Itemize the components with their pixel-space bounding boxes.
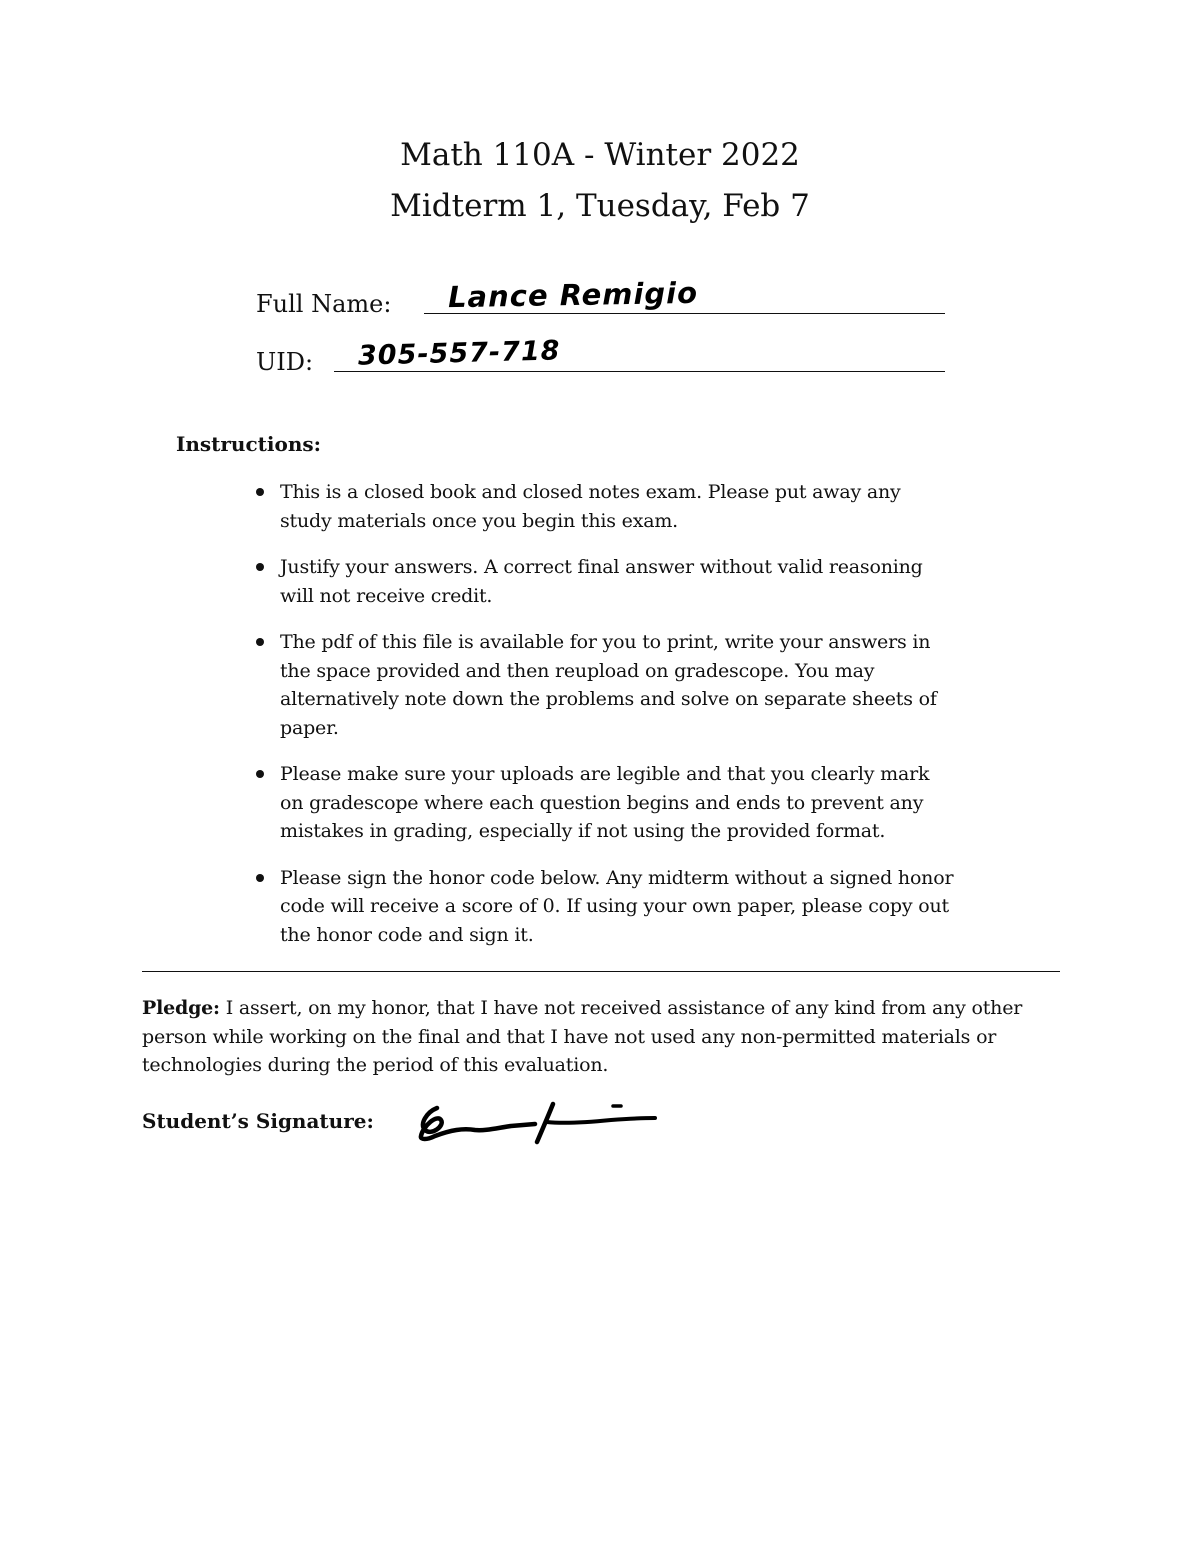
section-divider <box>142 971 1060 972</box>
full-name-label: Full Name: <box>256 290 392 318</box>
instructions-list <box>254 478 954 967</box>
signature-mark <box>415 1098 665 1148</box>
instruction-text: Please make sure your uploads are legible and that you clearly mark on gradescope where each question begins and ends to prevent any mistakes in grading, especially if not using the provided format. <box>280 763 930 842</box>
uid-line <box>334 371 945 372</box>
uid-label: UID: <box>256 348 314 376</box>
bullet-icon <box>256 563 264 571</box>
bullet-icon <box>256 488 264 496</box>
bullet-icon <box>256 770 264 778</box>
pledge-label: Pledge: <box>142 997 220 1019</box>
instructions-heading: Instructions: <box>176 432 322 456</box>
instruction-text: The pdf of this file is available for you to print, write your answers in the space provided and then reupload on gradescope. You may alternatively note down the problems and solve on separate sheets of paper. <box>280 631 937 739</box>
instruction-text: This is a closed book and closed notes exam. Please put away any study materials once you begin this exam. <box>280 481 901 532</box>
instruction-item <box>254 864 954 950</box>
bullet-icon <box>256 874 264 882</box>
exam-subtitle: Midterm 1, Tuesday, Feb 7 <box>390 188 810 224</box>
instruction-item <box>254 478 954 535</box>
full-name-field[interactable]: Lance Remigio <box>447 275 699 315</box>
instruction-text: Please sign the honor code below. Any midterm without a signed honor code will receive a score of 0. If using your own paper, please copy out the honor code and sign it. <box>280 866 954 946</box>
exam-title: Math 110A - Winter 2022 <box>400 137 800 173</box>
pledge-text: I assert, on my honor, that I have not received assistance of any kind from any other person while working on the final and that I have not used any non-permitted materials or technologies during the period of this evaluation. <box>142 997 1023 1076</box>
instruction-text: Justify your answers. A correct final answer without valid reasoning will not receive credit. <box>280 556 923 607</box>
instruction-item <box>254 553 954 610</box>
instruction-item <box>254 760 954 846</box>
bullet-icon <box>256 638 264 646</box>
pledge-paragraph <box>142 994 1042 1080</box>
instruction-item <box>254 628 954 742</box>
uid-field[interactable]: 305-557-718 <box>357 335 561 372</box>
signature-label: Student’s Signature: <box>142 1109 374 1133</box>
